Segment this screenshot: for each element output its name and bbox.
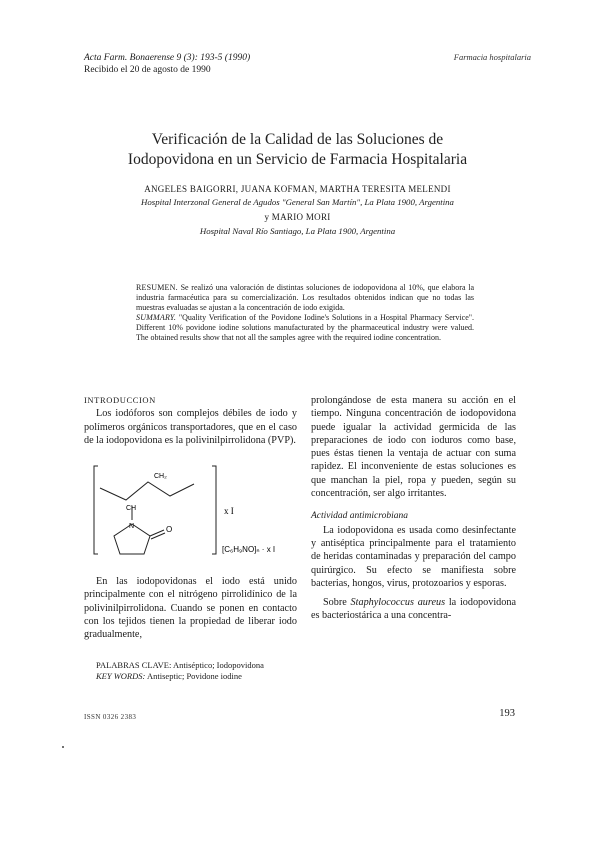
abstract <box>136 283 474 344</box>
resumen <box>136 283 474 313</box>
received-date: Recibido el 20 de agosto de 1990 <box>84 65 211 75</box>
antimicrobial-heading: Actividad antimicrobiana <box>311 511 409 522</box>
intro-heading: INTRODUCCION <box>84 395 156 405</box>
right-paragraph-1: prolongándose de esta manera su acción en el tiempo. Ninguna concentración de iodopovidona puede igualar la actividad germicida de las preparaciones de iodo con ioduros como base, pues éstas tienen la ventaja de actuar con suma rapidez. El inconveniente de estas soluciones es que manchan la piel, ropa y pueden, según su concentración, ser algo irritantes. <box>311 395 516 500</box>
summary-label: SUMMARY. <box>136 313 177 323</box>
keywords-es-text: Antiséptico; Iodopovidona <box>173 660 264 670</box>
keywords-en-text: Antiseptic; Povidone iodine <box>147 671 242 681</box>
affiliation-secondary: Hospital Naval Río Santiago, La Plata 1900, Argentina <box>199 226 396 236</box>
intro-paragraph-1: Los iodóforos son complejos débiles de iodo y polímeros orgánicos transportadores, que en el caso de la iodopovidona es la polivinilpirrolidona (PVP). <box>84 408 297 446</box>
paragraph-3-post: la iodopovidona es bacteriostárica a una concentra- <box>311 597 516 622</box>
running-header <box>84 52 250 76</box>
authors-secondary: y MARIO MORI <box>264 212 331 222</box>
scan-speck <box>62 746 64 748</box>
intro-continuation <box>84 575 297 641</box>
summary-text: "Quality Verification of the Povidone Iodine's Solutions in a Hospital Pharmacy Service". Different 10% povidone iodine solutions manufacturated by the pharmaceutical industry were valued. The obtained results show that not all the samples agree with the required iodine concentration. <box>136 313 475 343</box>
right-column <box>311 394 516 623</box>
intro-paragraph-2: En las iodopovidonas el iodo está unido principalmente con el nitrógeno pirrolidínico de la polivinilpirrolidona. Cuando se ponen en contacto con los tejidos tienen la propiedad de liberar iodo gradualmente, <box>84 576 297 641</box>
article-title <box>0 130 595 170</box>
authors-primary: ANGELES BAIGORRI, JUANA KOFMAN, MARTHA TERESITA MELENDI <box>144 184 451 194</box>
section-label: Farmacia hospitalaria <box>453 52 531 62</box>
ch-label: CH <box>126 505 137 512</box>
keywords-en-label: KEY WORDS: <box>96 671 146 681</box>
keywords-es-label: PALABRAS CLAVE: <box>96 660 172 670</box>
ch2-label: CH₂ <box>154 473 167 480</box>
journal-citation: Acta Farm. Bonaerense 9 (3): 193-5 (1990) <box>84 53 251 63</box>
molecular-formula: [C₆H₉NO]ₙ · x I <box>222 545 276 554</box>
oxygen-label: O <box>166 525 173 534</box>
keywords <box>96 660 264 682</box>
pvp-iodine-structure <box>84 462 304 562</box>
keywords-en <box>96 671 264 682</box>
intro-section <box>84 394 297 447</box>
species-name: Staphylococcus aureus <box>350 597 446 609</box>
keywords-es <box>96 660 264 671</box>
resumen-text: Se realizó una valoración de distintas soluciones de iodopovidona al 10%, que elabora la industria farmacéutica para su comercialización. Los resultados obtenidos indican que no todas las muestras evaluadas se ajustan a la concentración de iodo exigida. <box>136 283 474 313</box>
title-line-2: Iodopovidona en un Servicio de Farmacia Hospitalaria <box>127 151 468 168</box>
resumen-label: RESUMEN. <box>136 283 178 292</box>
page-number: 193 <box>499 708 515 719</box>
right-paragraph-2: La iodopovidona es usada como desinfectante y antiséptica principalmente para el tratamiento de heridas contaminadas y preparación del campo quirúrgico. Su efecto se manifiesta sobre bacterias, hongos, virus, protozoarios y esporas. <box>311 524 516 589</box>
summary <box>136 313 474 343</box>
title-line-1: Verificación de la Calidad de las Soluciones de <box>151 131 444 148</box>
paragraph-3-pre: Sobre <box>323 597 351 609</box>
issn: ISSN 0326 2383 <box>84 713 137 721</box>
right-paragraph-3 <box>311 596 516 623</box>
iodine-complex-label: x I <box>224 506 234 516</box>
nitrogen-label: N <box>129 523 135 530</box>
affiliation-primary: Hospital Interzonal General de Agudos "General San Martín", La Plata 1900, Argentina <box>141 197 454 207</box>
